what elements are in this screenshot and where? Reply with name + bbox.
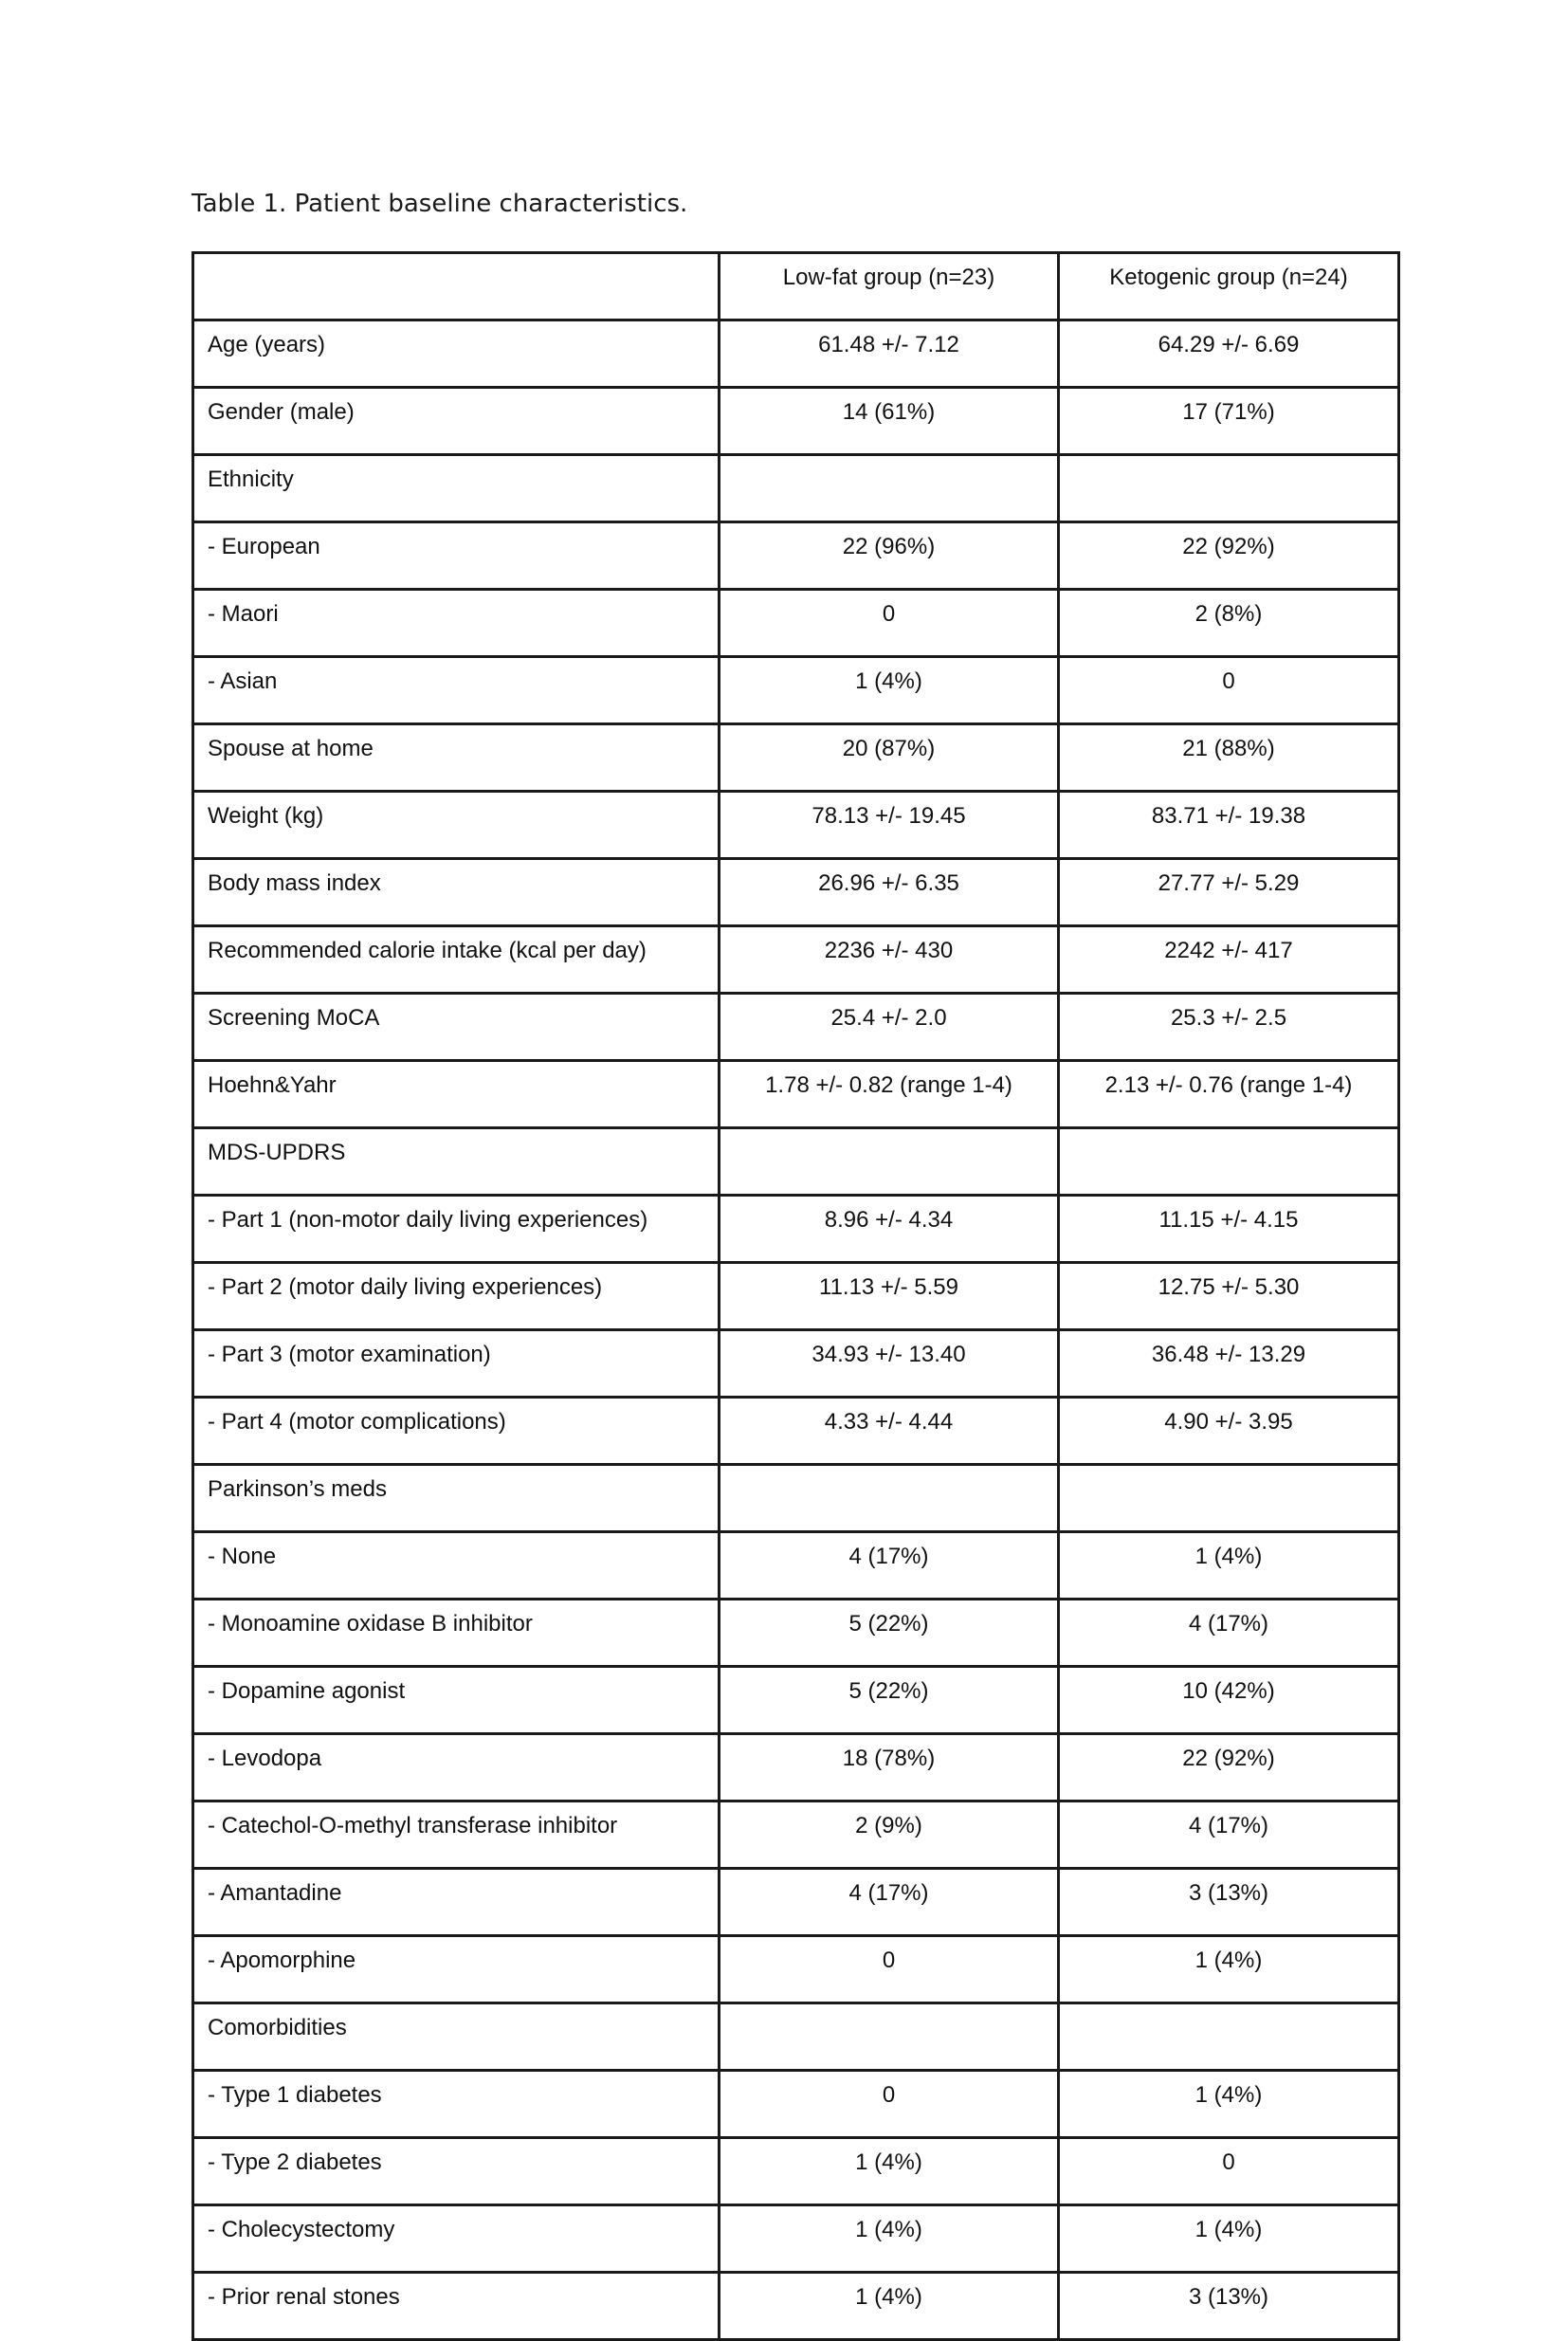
ketogenic-value: 1 (4%) xyxy=(1059,2205,1399,2273)
low-fat-value: 22 (96%) xyxy=(720,522,1059,590)
table-row xyxy=(193,859,1399,926)
row-label: Screening MoCA xyxy=(193,994,720,1061)
row-label: - Amantadine xyxy=(193,1869,720,1936)
ketogenic-value: 2 (8%) xyxy=(1059,590,1399,657)
low-fat-value: 1 (4%) xyxy=(720,2273,1059,2340)
ketogenic-value: 4.90 +/- 3.95 xyxy=(1059,1398,1399,1465)
table-row xyxy=(193,455,1399,522)
ketogenic-value: 21 (88%) xyxy=(1059,724,1399,792)
low-fat-value xyxy=(720,1128,1059,1196)
low-fat-value: 4 (17%) xyxy=(720,1869,1059,1936)
table-row xyxy=(193,1398,1399,1465)
table-row xyxy=(193,2138,1399,2205)
ketogenic-value: 2.13 +/- 0.76 (range 1-4) xyxy=(1059,1061,1399,1128)
row-label: - Part 3 (motor examination) xyxy=(193,1330,720,1398)
ketogenic-value xyxy=(1059,1465,1399,1532)
row-label: - Levodopa xyxy=(193,1734,720,1801)
row-label: Body mass index xyxy=(193,859,720,926)
table-row xyxy=(193,2003,1399,2071)
row-label: Hoehn&Yahr xyxy=(193,1061,720,1128)
table-row xyxy=(193,320,1399,388)
low-fat-value: 1 (4%) xyxy=(720,2138,1059,2205)
row-label: Weight (kg) xyxy=(193,792,720,859)
low-fat-value: 11.13 +/- 5.59 xyxy=(720,1263,1059,1330)
table-row xyxy=(193,724,1399,792)
low-fat-value: 14 (61%) xyxy=(720,388,1059,455)
table-row xyxy=(193,657,1399,724)
ketogenic-value: 36.48 +/- 13.29 xyxy=(1059,1330,1399,1398)
ketogenic-value: 11.15 +/- 4.15 xyxy=(1059,1196,1399,1263)
header-low-fat-group: Low-fat group (n=23) xyxy=(720,253,1059,320)
low-fat-value xyxy=(720,455,1059,522)
low-fat-value: 8.96 +/- 4.34 xyxy=(720,1196,1059,1263)
row-label: - Part 2 (motor daily living experiences) xyxy=(193,1263,720,1330)
ketogenic-value: 22 (92%) xyxy=(1059,522,1399,590)
ketogenic-value: 0 xyxy=(1059,657,1399,724)
table-row xyxy=(193,1128,1399,1196)
row-label: - Type 2 diabetes xyxy=(193,2138,720,2205)
row-label: - Type 1 diabetes xyxy=(193,2071,720,2138)
ketogenic-value: 17 (71%) xyxy=(1059,388,1399,455)
table-row xyxy=(193,2273,1399,2340)
row-label: - Maori xyxy=(193,590,720,657)
ketogenic-value: 1 (4%) xyxy=(1059,1532,1399,1600)
ketogenic-value: 1 (4%) xyxy=(1059,1936,1399,2003)
table-caption: Table 1. Patient baseline characteristics. xyxy=(191,190,688,218)
row-label: Parkinson’s meds xyxy=(193,1465,720,1532)
table-row xyxy=(193,1532,1399,1600)
ketogenic-value: 0 xyxy=(1059,2138,1399,2205)
low-fat-value xyxy=(720,1465,1059,1532)
low-fat-value: 20 (87%) xyxy=(720,724,1059,792)
ketogenic-value: 10 (42%) xyxy=(1059,1667,1399,1734)
table-row xyxy=(193,388,1399,455)
table-body xyxy=(193,320,1399,2340)
row-label: - Part 1 (non-motor daily living experiences) xyxy=(193,1196,720,1263)
table-row xyxy=(193,1869,1399,1936)
ketogenic-value: 12.75 +/- 5.30 xyxy=(1059,1263,1399,1330)
baseline-characteristics-table xyxy=(191,251,1400,2341)
table-row xyxy=(193,994,1399,1061)
row-label: - Catechol-O-methyl transferase inhibitor xyxy=(193,1801,720,1869)
ketogenic-value: 22 (92%) xyxy=(1059,1734,1399,1801)
ketogenic-value: 4 (17%) xyxy=(1059,1801,1399,1869)
low-fat-value: 1 (4%) xyxy=(720,657,1059,724)
table-row xyxy=(193,1061,1399,1128)
low-fat-value: 5 (22%) xyxy=(720,1667,1059,1734)
ketogenic-value: 4 (17%) xyxy=(1059,1600,1399,1667)
low-fat-value: 0 xyxy=(720,2071,1059,2138)
row-label: - Prior renal stones xyxy=(193,2273,720,2340)
table-row xyxy=(193,1600,1399,1667)
table-row xyxy=(193,1734,1399,1801)
row-label: - Asian xyxy=(193,657,720,724)
row-label: - Dopamine agonist xyxy=(193,1667,720,1734)
table-row xyxy=(193,2071,1399,2138)
low-fat-value: 61.48 +/- 7.12 xyxy=(720,320,1059,388)
row-label: Ethnicity xyxy=(193,455,720,522)
low-fat-value: 0 xyxy=(720,1936,1059,2003)
low-fat-value: 18 (78%) xyxy=(720,1734,1059,1801)
low-fat-value: 0 xyxy=(720,590,1059,657)
table-row xyxy=(193,1667,1399,1734)
ketogenic-value: 27.77 +/- 5.29 xyxy=(1059,859,1399,926)
table-row xyxy=(193,792,1399,859)
low-fat-value: 1 (4%) xyxy=(720,2205,1059,2273)
ketogenic-value: 83.71 +/- 19.38 xyxy=(1059,792,1399,859)
row-label: - Monoamine oxidase B inhibitor xyxy=(193,1600,720,1667)
row-label: - None xyxy=(193,1532,720,1600)
row-label: Gender (male) xyxy=(193,388,720,455)
table-row xyxy=(193,1465,1399,1532)
row-label: Spouse at home xyxy=(193,724,720,792)
low-fat-value: 4.33 +/- 4.44 xyxy=(720,1398,1059,1465)
table-row xyxy=(193,522,1399,590)
low-fat-value: 25.4 +/- 2.0 xyxy=(720,994,1059,1061)
row-label: - European xyxy=(193,522,720,590)
row-label: Age (years) xyxy=(193,320,720,388)
ketogenic-value xyxy=(1059,455,1399,522)
row-label: - Cholecystectomy xyxy=(193,2205,720,2273)
table-row xyxy=(193,1936,1399,2003)
ketogenic-value: 3 (13%) xyxy=(1059,2273,1399,2340)
row-label: Comorbidities xyxy=(193,2003,720,2071)
row-label: - Apomorphine xyxy=(193,1936,720,2003)
low-fat-value: 2 (9%) xyxy=(720,1801,1059,1869)
table-row xyxy=(193,2205,1399,2273)
ketogenic-value: 1 (4%) xyxy=(1059,2071,1399,2138)
table-header-row xyxy=(193,253,1399,320)
table-row xyxy=(193,1196,1399,1263)
low-fat-value: 26.96 +/- 6.35 xyxy=(720,859,1059,926)
header-ketogenic-group: Ketogenic group (n=24) xyxy=(1059,253,1399,320)
low-fat-value: 4 (17%) xyxy=(720,1532,1059,1600)
low-fat-value xyxy=(720,2003,1059,2071)
table-row xyxy=(193,1263,1399,1330)
table-row xyxy=(193,590,1399,657)
low-fat-value: 5 (22%) xyxy=(720,1600,1059,1667)
low-fat-value: 2236 +/- 430 xyxy=(720,926,1059,994)
table-row xyxy=(193,926,1399,994)
ketogenic-value: 3 (13%) xyxy=(1059,1869,1399,1936)
low-fat-value: 1.78 +/- 0.82 (range 1-4) xyxy=(720,1061,1059,1128)
row-label: - Part 4 (motor complications) xyxy=(193,1398,720,1465)
low-fat-value: 78.13 +/- 19.45 xyxy=(720,792,1059,859)
row-label: MDS-UPDRS xyxy=(193,1128,720,1196)
ketogenic-value xyxy=(1059,1128,1399,1196)
table-row xyxy=(193,1801,1399,1869)
ketogenic-value: 25.3 +/- 2.5 xyxy=(1059,994,1399,1061)
header-label-cell xyxy=(193,253,720,320)
ketogenic-value: 64.29 +/- 6.69 xyxy=(1059,320,1399,388)
low-fat-value: 34.93 +/- 13.40 xyxy=(720,1330,1059,1398)
ketogenic-value xyxy=(1059,2003,1399,2071)
table-row xyxy=(193,1330,1399,1398)
row-label: Recommended calorie intake (kcal per day) xyxy=(193,926,720,994)
ketogenic-value: 2242 +/- 417 xyxy=(1059,926,1399,994)
